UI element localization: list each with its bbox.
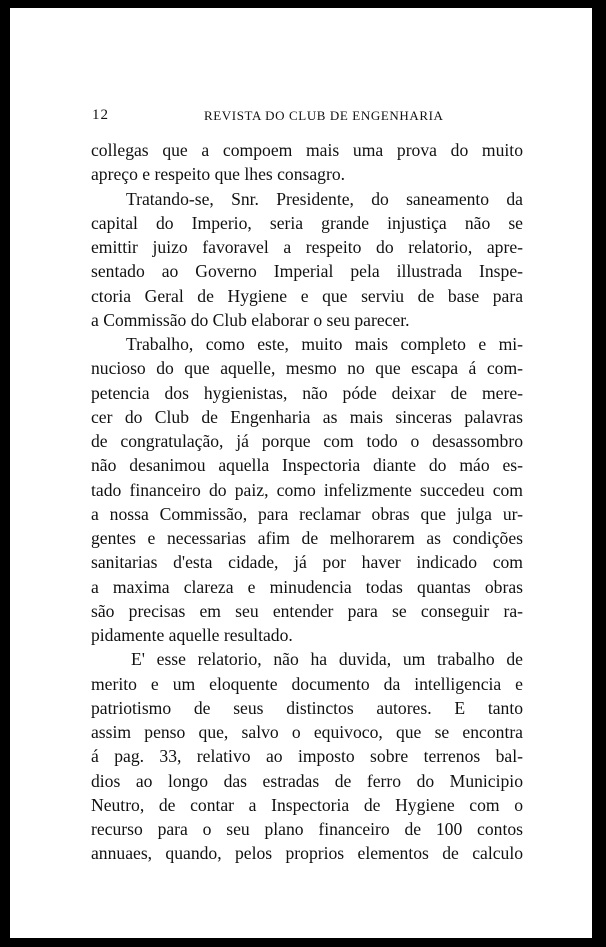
text-line: a Commissão do Club elaborar o seu parecer.	[91, 309, 410, 330]
text-line: assim penso que, salvo o equivoco, que se encontra	[91, 722, 523, 742]
text-line: recurso para o seu plano financeiro de 100 contos	[91, 819, 523, 839]
text-line: pidamente aquelle resultado.	[91, 625, 293, 645]
paragraph-3	[91, 332, 523, 647]
page-number: 12	[92, 107, 109, 123]
body-text	[91, 138, 523, 866]
text-line: sanitarias d'esta cidade, já por haver indicado com	[91, 552, 523, 573]
text-line: E' esse relatorio, não ha duvida, um trabalho de	[131, 649, 523, 670]
text-line: de congratulação, já porque com todo o desassombro	[91, 431, 523, 451]
text-line: petencia dos hygienistas, não póde deixar de mere-	[91, 382, 523, 403]
text-line: emittir juizo favoravel a respeito do relatorio, apre-	[91, 237, 523, 257]
text-line: capital do Imperio, seria grande injustiça não se	[91, 212, 523, 233]
text-line: nucioso do que aquelle, mesmo no que escapa á com-	[91, 358, 523, 379]
text-line: são precisas em seu entender para se conseguir ra-	[91, 600, 523, 621]
text-line: merito e um eloquente documento da intelligencia e	[91, 673, 523, 694]
page-header	[92, 107, 542, 127]
text-line: Trabalho, como este, muito mais completo e mi-	[126, 334, 523, 354]
text-line: apreço e respeito que lhes consagro.	[91, 164, 346, 185]
text-line: cer do Club de Engenharia as mais sinceras palavras	[91, 406, 523, 427]
paragraph-2	[91, 187, 523, 333]
text-line: á pag. 33, relativo ao imposto sobre terrenos bal-	[91, 746, 523, 767]
text-line: dios ao longo das estradas de ferro do Municipio	[91, 770, 523, 791]
text-line: não desanimou aquella Inspectoria diante do máo es-	[91, 455, 523, 476]
text-line: a nossa Commissão, para reclamar obras que julga ur-	[91, 503, 523, 524]
text-line: Tratando-se, Snr. Presidente, do saneamento da	[126, 188, 523, 209]
text-line: gentes e necessarias afim de melhorarem as condições	[91, 528, 523, 548]
text-line: collegas que a compoem mais uma prova do muito	[91, 140, 523, 160]
text-line: Neutro, de contar a Inspectoria de Hygiene com o	[91, 794, 523, 815]
text-line: ctoria Geral de Hygiene e que serviu de base para	[91, 285, 523, 306]
book-page	[10, 8, 592, 938]
text-line: annuaes, quando, pelos proprios elementos de calculo	[91, 843, 523, 864]
running-title: REVISTA DO CLUB DE ENGENHARIA	[204, 108, 444, 123]
text-line: patriotismo de seus distinctos autores. E tanto	[91, 697, 523, 718]
text-line: tado financeiro do paiz, como infelizmente succedeu com	[91, 479, 523, 500]
paragraph-1	[91, 138, 523, 187]
paragraph-4	[91, 647, 523, 865]
text-line: a maxima clareza e minudencia todas quantas obras	[91, 576, 523, 597]
text-line: sentado ao Governo Imperial pela illustrada Inspe-	[91, 261, 523, 282]
